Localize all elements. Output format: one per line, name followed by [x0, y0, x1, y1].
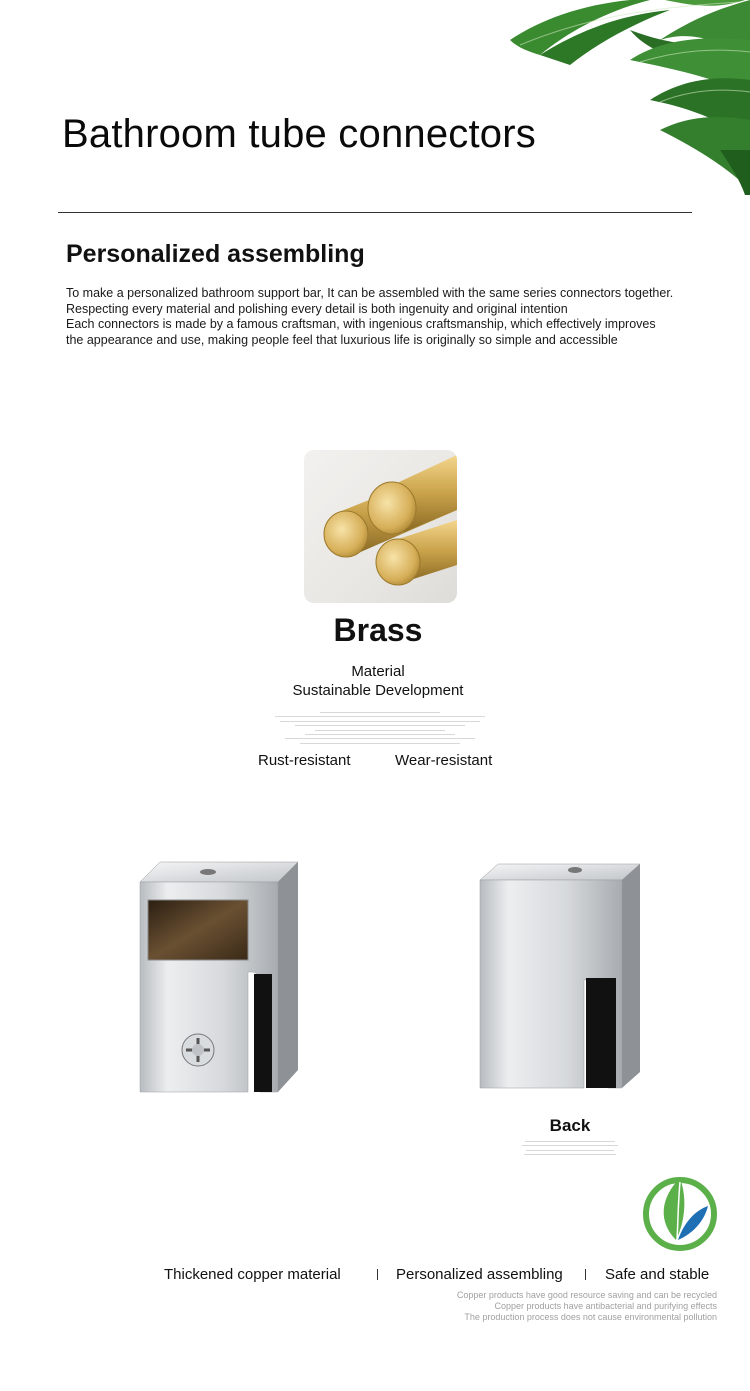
- connector-back-image: [460, 852, 660, 1102]
- description-line: the appearance and use, making people feel that luxurious life is originally so simple and accessible: [66, 332, 618, 347]
- material-label: Material: [351, 663, 405, 680]
- description-line: To make a personalized bathroom support bar, It can be assembled with the same series connectors together.: [66, 286, 674, 300]
- section-subtitle: Personalized assembling: [66, 240, 365, 268]
- description: [66, 286, 706, 348]
- brass-rods-image: [304, 450, 457, 603]
- property-rust-resistant: Rust-resistant: [258, 752, 351, 769]
- fine-print: [520, 1141, 620, 1159]
- separator: [585, 1269, 586, 1280]
- note-antibacterial: Copper products have antibacterial and purifying effects: [494, 1301, 717, 1311]
- note-pollution: The production process does not cause environmental pollution: [464, 1312, 717, 1322]
- description-line: Each connectors is made by a famous craftsman, with ingenious craftsmanship, which effectively improves: [66, 317, 656, 331]
- palm-leaf-icon: [500, 0, 750, 200]
- feature-safe: Safe and stable: [605, 1266, 710, 1283]
- material-tagline: Sustainable Development: [292, 682, 464, 699]
- fine-print: [275, 712, 485, 747]
- property-wear-resistant: Wear-resistant: [395, 752, 493, 769]
- separator: [377, 1269, 378, 1280]
- feature-copper: Thickened copper material: [164, 1266, 341, 1283]
- back-label: Back: [549, 1116, 591, 1135]
- feature-assembling: Personalized assembling: [396, 1266, 563, 1283]
- page-title: Bathroom tube connectors: [62, 112, 536, 156]
- eco-leaf-icon: [640, 1170, 720, 1256]
- brass-rods-icon: [304, 450, 457, 603]
- note-recycled: Copper products have good resource saving and can be recycled: [456, 1290, 717, 1300]
- divider: [58, 212, 692, 213]
- material-name: Brass: [333, 612, 423, 648]
- description-line: Respecting every material and polishing every detail is both ingenuity and original intention: [66, 301, 568, 316]
- connector-front-image: [120, 852, 320, 1102]
